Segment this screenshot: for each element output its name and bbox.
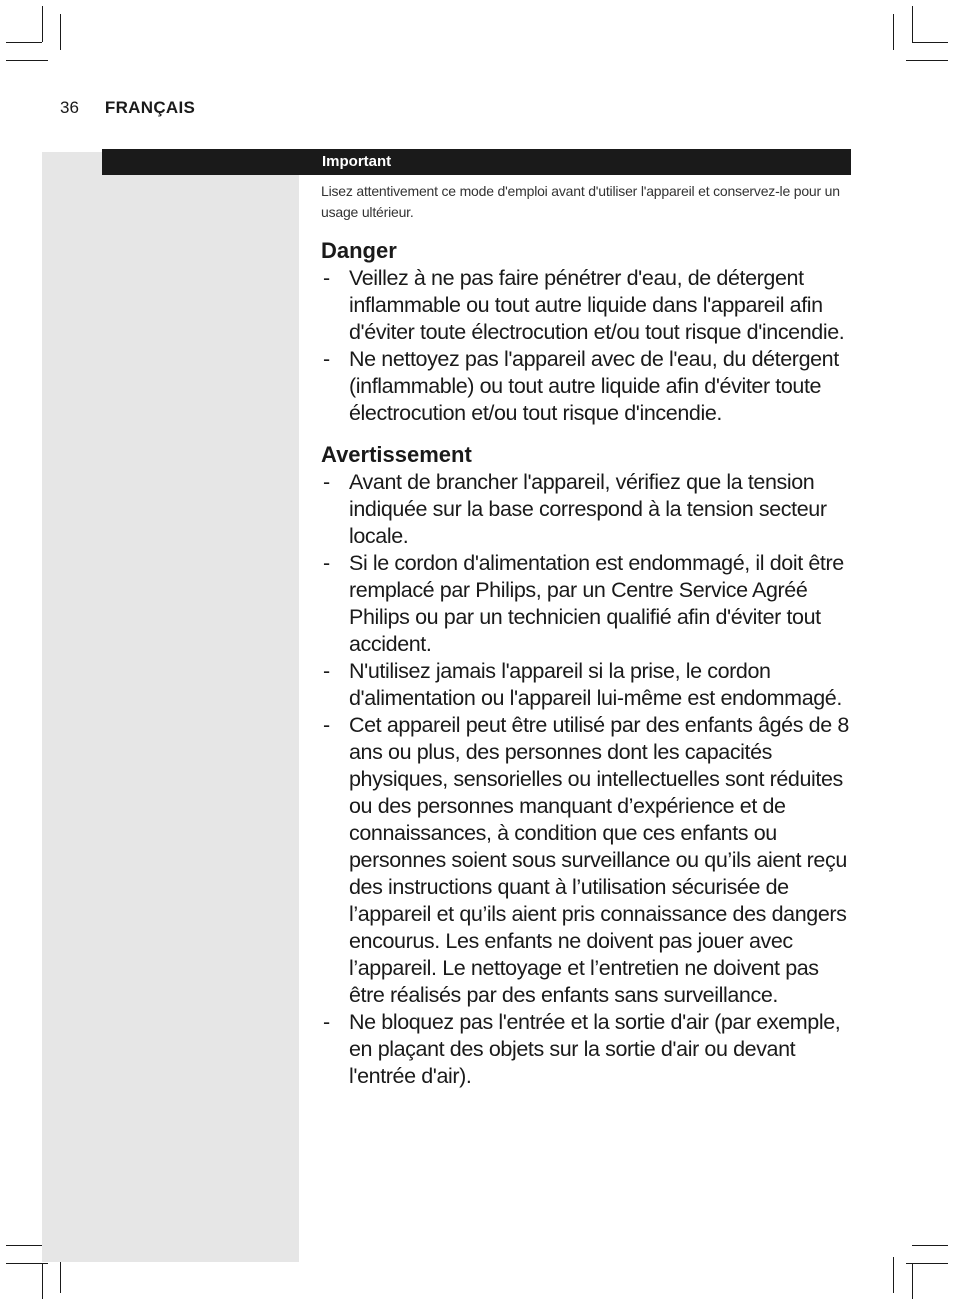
main-content [321, 181, 855, 1090]
list-item: - Avant de brancher l'appareil, vérifiez que la tension indiquée sur la base correspond à la tension secteur locale. [321, 469, 855, 550]
crop-mark [6, 60, 48, 61]
warning-list [321, 469, 855, 1090]
crop-mark [6, 1245, 42, 1246]
warning-title: Avertissement [321, 442, 472, 467]
crop-mark [912, 1263, 913, 1299]
crop-mark [906, 60, 948, 61]
important-banner [102, 149, 851, 175]
intro-text: Lisez attentivement ce mode d'emploi avant d'utiliser l'appareil et conservez-le pour un usage ultérieur. [321, 183, 840, 220]
crop-mark [912, 1245, 948, 1246]
danger-title: Danger [321, 238, 397, 263]
crop-mark [906, 1263, 948, 1264]
list-item: - Veillez à ne pas faire pénétrer d'eau, de détergent inflammable ou tout autre liquide dans l'appareil afin d'éviter toute électrocution et/ou tout risque d'incendie. [321, 265, 855, 346]
crop-mark [912, 6, 913, 42]
crop-mark [893, 14, 894, 50]
page-number: 36 [60, 98, 79, 117]
crop-mark [6, 42, 42, 43]
danger-list [321, 265, 855, 427]
gray-margin-panel [42, 152, 299, 1262]
crop-mark [6, 1263, 48, 1264]
crop-mark [60, 1257, 61, 1293]
crop-mark [60, 14, 61, 50]
crop-mark [893, 1257, 894, 1293]
list-item: - Si le cordon d'alimentation est endommagé, il doit être remplacé par Philips, par un Centre Service Agréé Philips ou par un technicien qualifié afin d'éviter tout accident. [321, 550, 855, 658]
crop-mark [42, 6, 43, 42]
important-heading: Important [322, 153, 392, 170]
crop-mark [42, 1263, 43, 1299]
language-heading: FRANÇAIS [104, 98, 196, 117]
page-header [60, 98, 195, 124]
list-item: - Ne bloquez pas l'entrée et la sortie d'air (par exemple, en plaçant des objets sur la sortie d'air ou devant l'entrée d'air). [321, 1009, 855, 1090]
list-item: - Ne nettoyez pas l'appareil avec de l'eau, du détergent (inflammable) ou tout autre liquide afin d'éviter toute électrocution et/ou tout risque d'incendie. [321, 346, 855, 427]
crop-mark [912, 42, 948, 43]
list-item: - Cet appareil peut être utilisé par des enfants âgés de 8 ans ou plus, des personnes dont les capacités physiques, sensorielles ou intellectuelles sont réduites ou des personnes manquant d’expérience et de connaissances, à condition que ces enfants ou personnes soient sous surveillance ou qu’ils aient reçu des instructions quant à l’utilisation sécurisée de l’appareil et qu’ils aient pris connaissance des dangers encourus. Les enfants ne doivent pas jouer avec l’appareil. Le nettoyage et l’entretien ne doivent pas être réalisés par des enfants sans surveillance. [321, 712, 855, 1009]
list-item: - N'utilisez jamais l'appareil si la prise, le cordon d'alimentation ou l'appareil lui-même est endommagé. [321, 658, 855, 712]
